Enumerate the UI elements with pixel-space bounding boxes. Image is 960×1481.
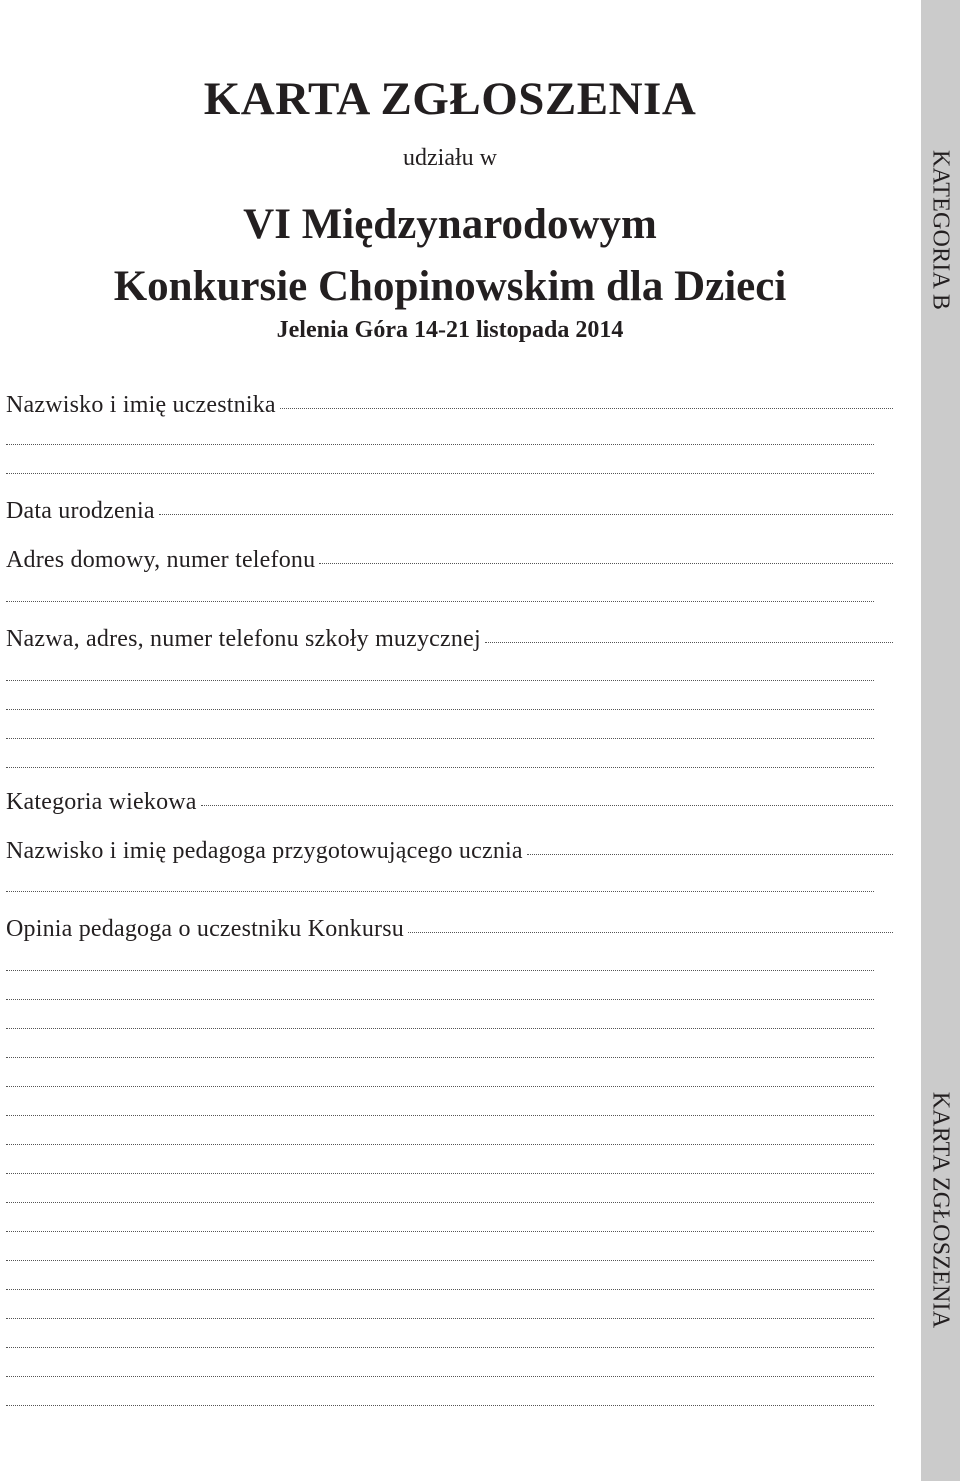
participant-name-field[interactable] <box>6 392 893 419</box>
teacher-opinion-line[interactable] <box>6 1086 874 1087</box>
school-label: Nazwa, adres, numer telefonu szkoły muzycznej <box>6 626 481 652</box>
teacher-opinion-line[interactable] <box>6 1173 874 1174</box>
birth-date-dotted-line[interactable] <box>159 513 893 515</box>
home-address-dotted-line[interactable] <box>319 562 893 564</box>
participant-name-dotted-line[interactable] <box>280 407 893 409</box>
teacher-opinion-dotted-line[interactable] <box>408 931 893 933</box>
birth-date-field[interactable] <box>6 498 893 525</box>
school-dotted-line[interactable] <box>485 641 893 643</box>
form-side-label: KARTA ZGŁOSZENIA <box>927 1091 954 1329</box>
age-category-label: Kategoria wiekowa <box>6 789 197 815</box>
teacher-opinion-line[interactable] <box>6 1260 874 1261</box>
teacher-opinion-line[interactable] <box>6 1202 874 1203</box>
school-field[interactable] <box>6 626 893 653</box>
teacher-opinion-line[interactable] <box>6 1318 874 1319</box>
event-name-line2: Konkursie Chopinowskim dla Dzieci <box>113 263 787 310</box>
participant-name-line[interactable] <box>6 473 874 474</box>
form-subtitle: udziału w <box>403 145 497 171</box>
teacher-name-line[interactable] <box>6 891 874 892</box>
form-title: KARTA ZGŁOSZENIA <box>203 73 697 125</box>
teacher-opinion-line[interactable] <box>6 1347 874 1348</box>
teacher-name-dotted-line[interactable] <box>527 853 893 855</box>
teacher-opinion-field[interactable] <box>6 916 893 943</box>
school-line[interactable] <box>6 738 874 739</box>
teacher-opinion-line[interactable] <box>6 999 874 1000</box>
school-line[interactable] <box>6 680 874 681</box>
teacher-opinion-line[interactable] <box>6 1289 874 1290</box>
category-label: KATEGORIA B <box>927 149 954 311</box>
birth-date-label: Data urodzenia <box>6 498 155 524</box>
school-line[interactable] <box>6 709 874 710</box>
school-line[interactable] <box>6 767 874 768</box>
home-address-label: Adres domowy, numer telefonu <box>6 547 316 573</box>
participant-name-line[interactable] <box>6 444 874 445</box>
age-category-dotted-line[interactable] <box>201 804 893 806</box>
teacher-name-field[interactable] <box>6 838 893 865</box>
teacher-name-label: Nazwisko i imię pedagoga przygotowującego ucznia <box>6 838 523 864</box>
home-address-field[interactable] <box>6 547 893 574</box>
event-name-line1: VI Międzynarodowym <box>243 201 657 248</box>
event-details: Jelenia Góra 14-21 listopada 2014 <box>276 317 624 343</box>
age-category-field[interactable] <box>6 789 893 816</box>
home-address-line[interactable] <box>6 601 874 602</box>
teacher-opinion-line[interactable] <box>6 1144 874 1145</box>
teacher-opinion-line[interactable] <box>6 970 874 971</box>
teacher-opinion-line[interactable] <box>6 1405 874 1406</box>
teacher-opinion-line[interactable] <box>6 1057 874 1058</box>
teacher-opinion-line[interactable] <box>6 1115 874 1116</box>
teacher-opinion-line[interactable] <box>6 1231 874 1232</box>
teacher-opinion-label: Opinia pedagoga o uczestniku Konkursu <box>6 916 404 942</box>
participant-name-label: Nazwisko i imię uczestnika <box>6 392 276 418</box>
teacher-opinion-line[interactable] <box>6 1028 874 1029</box>
teacher-opinion-line[interactable] <box>6 1376 874 1377</box>
